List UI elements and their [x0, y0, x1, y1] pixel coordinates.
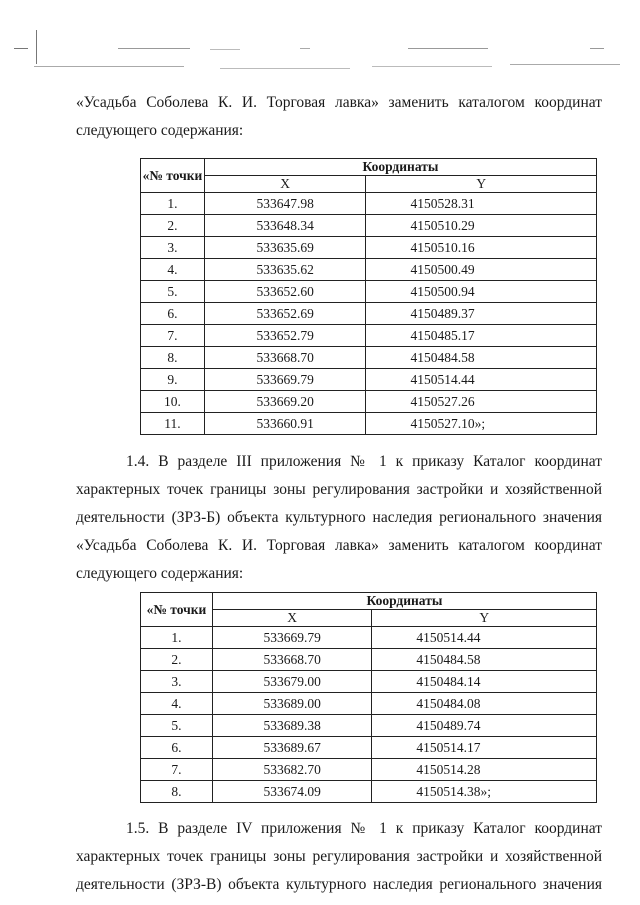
table-row: [141, 737, 597, 759]
cell-x: 533669.20: [204, 391, 366, 413]
text-line: характерных точек границы зоны регулирования застройки и хозяйственной: [76, 481, 602, 498]
cell-point-number: 6.: [141, 303, 205, 325]
cell-y: 4150484.14: [372, 671, 597, 693]
cell-x: 533669.79: [204, 369, 366, 391]
cell-x: 533669.79: [212, 627, 372, 649]
cell-y: 4150489.37: [366, 303, 597, 325]
cell-point-number: 2.: [141, 215, 205, 237]
cell-y: 4150514.28: [372, 759, 597, 781]
table-row: [141, 325, 597, 347]
header-y: Y: [372, 610, 597, 627]
text-line: деятельности (ЗРЗ-В) объекта культурного наследия регионального значения: [76, 876, 602, 893]
cell-x: 533660.91: [204, 413, 366, 435]
table-row: [141, 627, 597, 649]
cell-y: 4150510.29: [366, 215, 597, 237]
cell-point-number: 1.: [141, 627, 213, 649]
text-line: «Усадьба Соболева К. И. Торговая лавка» заменить каталогом координат: [76, 537, 602, 554]
text-line: характерных точек границы зоны регулирования застройки и хозяйственной: [76, 848, 602, 865]
cell-point-number: 8.: [141, 781, 213, 803]
cell-point-number: 3.: [141, 237, 205, 259]
cell-y: 4150500.94: [366, 281, 597, 303]
cell-y: 4150514.38»;: [372, 781, 597, 803]
table-row: [141, 347, 597, 369]
table-row: [141, 781, 597, 803]
cell-y: 4150510.16: [366, 237, 597, 259]
header-point-number: «№ точки: [141, 159, 205, 193]
scan-header-artifacts: [0, 0, 640, 80]
cell-y: 4150514.44: [366, 369, 597, 391]
cell-x: 533668.70: [212, 649, 372, 671]
table-row: [141, 649, 597, 671]
cell-point-number: 5.: [141, 715, 213, 737]
cell-point-number: 10.: [141, 391, 205, 413]
cell-x: 533679.00: [212, 671, 372, 693]
cell-x: 533689.67: [212, 737, 372, 759]
text-line: деятельности (ЗРЗ-Б) объекта культурного наследия регионального значения: [76, 509, 602, 526]
header-coordinates: Координаты: [212, 593, 596, 610]
cell-y: 4150489.74: [372, 715, 597, 737]
header-x: X: [212, 610, 372, 627]
text-line: «Усадьба Соболева К. И. Торговая лавка» заменить каталогом координат: [76, 94, 602, 111]
header-y: Y: [366, 176, 597, 193]
cell-y: 4150527.10»;: [366, 413, 597, 435]
table-row: [141, 391, 597, 413]
table-row: [141, 715, 597, 737]
cell-y: 4150484.58: [366, 347, 597, 369]
table-row: [141, 413, 597, 435]
table-row: [141, 303, 597, 325]
cell-x: 533635.62: [204, 259, 366, 281]
text-line: следующего содержания:: [76, 565, 244, 582]
header-x: X: [204, 176, 366, 193]
cell-y: 4150500.49: [366, 259, 597, 281]
cell-point-number: 4.: [141, 259, 205, 281]
cell-y: 4150527.26: [366, 391, 597, 413]
table-header-row: [141, 593, 597, 610]
cell-y: 4150484.58: [372, 649, 597, 671]
cell-y: 4150514.17: [372, 737, 597, 759]
table-row: [141, 215, 597, 237]
coordinates-table-1: [140, 158, 597, 435]
intro-paragraph: [76, 89, 602, 145]
table-row: [141, 237, 597, 259]
cell-x: 533674.09: [212, 781, 372, 803]
section-1-5-paragraph: [76, 815, 602, 899]
cell-x: 533682.70: [212, 759, 372, 781]
cell-x: 533647.98: [204, 193, 366, 215]
table-row: [141, 259, 597, 281]
text-line: 1.5. В разделе IV приложения № 1 к приказу Каталог координат: [126, 820, 602, 837]
cell-y: 4150485.17: [366, 325, 597, 347]
coordinates-table-2: [140, 592, 597, 803]
section-1-4-paragraph: [76, 448, 602, 588]
cell-x: 533668.70: [204, 347, 366, 369]
cell-point-number: 8.: [141, 347, 205, 369]
cell-point-number: 2.: [141, 649, 213, 671]
cell-point-number: 7.: [141, 325, 205, 347]
table-row: [141, 671, 597, 693]
header-coordinates: Координаты: [204, 159, 596, 176]
cell-x: 533635.69: [204, 237, 366, 259]
cell-x: 533652.79: [204, 325, 366, 347]
cell-x: 533652.69: [204, 303, 366, 325]
cell-y: 4150528.31: [366, 193, 597, 215]
cell-point-number: 1.: [141, 193, 205, 215]
cell-x: 533648.34: [204, 215, 366, 237]
table-header-row: [141, 159, 597, 176]
cell-point-number: 4.: [141, 693, 213, 715]
cell-point-number: 3.: [141, 671, 213, 693]
text-line: 1.4. В разделе III приложения № 1 к приказу Каталог координат: [126, 453, 602, 470]
cell-point-number: 6.: [141, 737, 213, 759]
table-row: [141, 369, 597, 391]
cell-y: 4150484.08: [372, 693, 597, 715]
header-point-number: «№ точки: [141, 593, 213, 627]
cell-point-number: 11.: [141, 413, 205, 435]
cell-point-number: 9.: [141, 369, 205, 391]
cell-point-number: 7.: [141, 759, 213, 781]
cell-x: 533652.60: [204, 281, 366, 303]
cell-y: 4150514.44: [372, 627, 597, 649]
table-row: [141, 759, 597, 781]
text-line: следующего содержания:: [76, 122, 244, 139]
cell-x: 533689.38: [212, 715, 372, 737]
table-row: [141, 693, 597, 715]
table-row: [141, 193, 597, 215]
cell-point-number: 5.: [141, 281, 205, 303]
cell-x: 533689.00: [212, 693, 372, 715]
table-subheader-row: [141, 176, 597, 193]
table-row: [141, 281, 597, 303]
